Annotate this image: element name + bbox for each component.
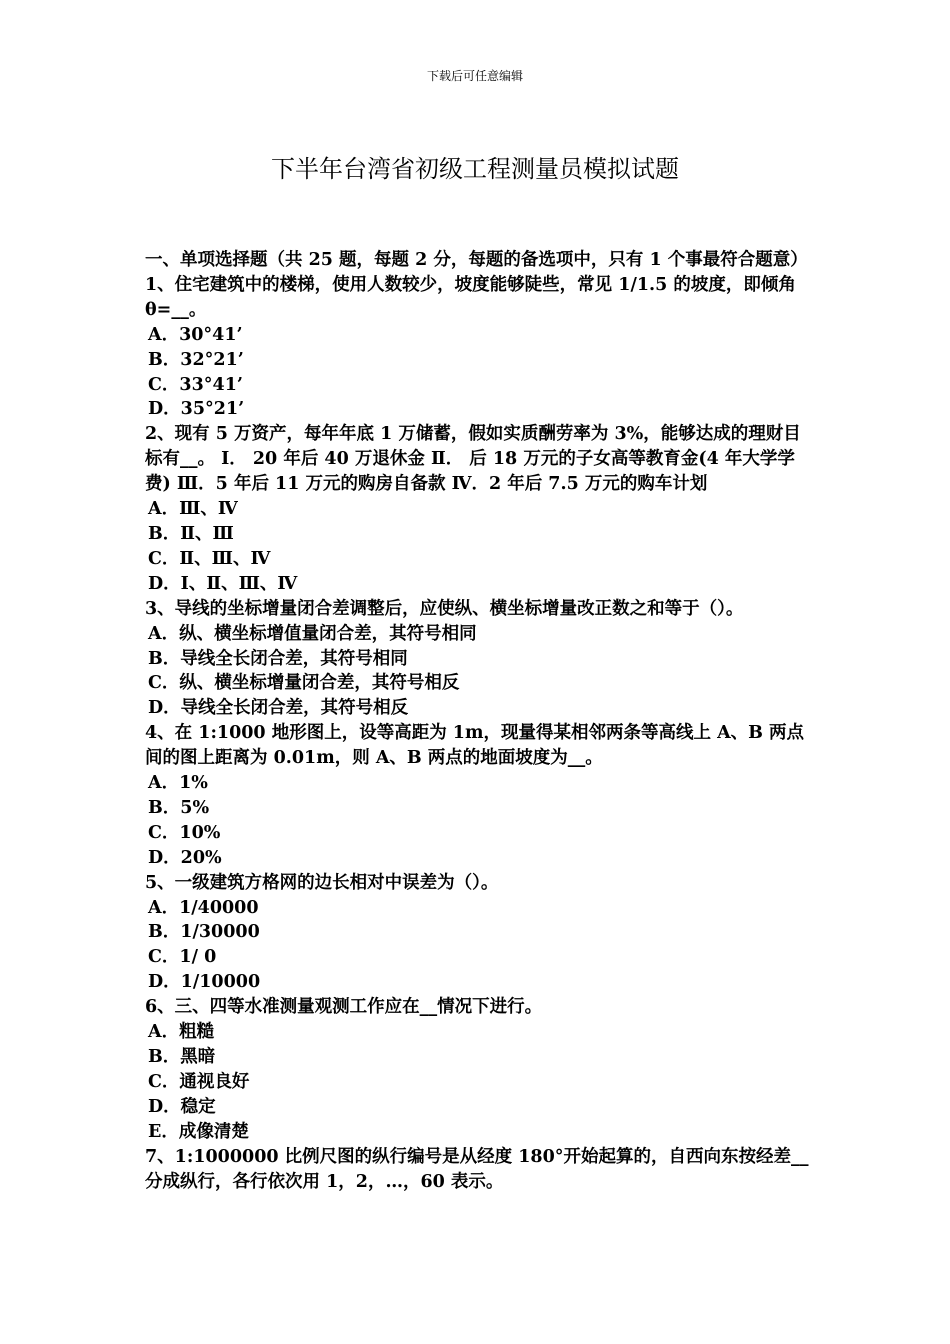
answer-option: B．1/30000 <box>148 922 260 943</box>
answer-option: C．Ⅱ、Ⅲ、Ⅳ <box>148 548 271 569</box>
answer-option: A．粗糙 <box>148 1022 215 1043</box>
answer-option: D．20% <box>148 847 222 868</box>
answer-option: A．30°41’ <box>148 324 243 345</box>
answer-option: B．导线全长闭合差，其符号相同 <box>148 648 408 669</box>
question-stem: 3、导线的坐标增量闭合差调整后，应使纵、横坐标增量改正数之和等于（）。 <box>145 598 744 619</box>
answer-option: E．成像清楚 <box>148 1121 249 1142</box>
answer-option: C．33°41’ <box>148 374 243 395</box>
question-stem: 4、在 1:1000 地形图上，设等高距为 1m，现量得某相邻两条等高线上 A、B 两点间的图上距离为 0.01m，则 A、B 两点的地面坡度为__。 <box>145 723 805 769</box>
answer-option: D．导线全长闭合差，其符号相反 <box>148 698 409 719</box>
answer-option: C．通视良好 <box>148 1071 250 1092</box>
answer-option: A．Ⅲ、Ⅳ <box>148 499 238 520</box>
answer-option: B．32°21’ <box>148 349 244 370</box>
answer-option: A．1% <box>148 773 208 794</box>
question-stem: 6、三、四等水准测量观测工作应在__情况下进行。 <box>145 997 543 1018</box>
answer-option: D．35°21’ <box>148 399 245 420</box>
document-title: 下半年台湾省初级工程测量员模拟试题 <box>271 155 679 183</box>
answer-option: D．Ⅰ、Ⅱ、Ⅲ、Ⅳ <box>148 573 298 594</box>
answer-option: A．纵、横坐标增值量闭合差，其符号相同 <box>148 623 477 644</box>
answer-option: B．5% <box>148 797 210 818</box>
answer-option: D．稳定 <box>148 1096 216 1117</box>
answer-option: A．1/40000 <box>148 897 259 918</box>
answer-option: C．10% <box>148 822 221 843</box>
header-note: 下载后可任意编辑 <box>426 69 523 83</box>
answer-option: B．Ⅱ、Ⅲ <box>148 523 234 544</box>
question-list <box>145 248 809 1194</box>
question-stem: 5、一级建筑方格网的边长相对中误差为（）。 <box>145 872 499 893</box>
question-stem: 7、1:1000000 比例尺图的纵行编号是从经度 180°开始起算的，自西向东按经差__分成纵行，各行依次用 1，2，…，60 表示。 <box>145 1146 809 1192</box>
question-stem: 2、现有 5 万资产，每年年底 1 万储蓄，假如实质酬劳率为 3%，能够达成的理财目标有__。 Ⅰ． 20 年后 40 万退休金 Ⅱ． 后 18 万元的子女高等教育金(4 年大学学费) Ⅲ．5 年后 11 万元的购房自备款 Ⅳ．2 年后 7.5 万元的购车计划 <box>145 424 801 495</box>
answer-option: C．纵、横坐标增量闭合差，其符号相反 <box>148 673 460 694</box>
answer-option: B．黑暗 <box>148 1047 216 1067</box>
question-stem: 1、住宅建筑中的楼梯，使用人数较少，坡度能够陡些，常见 1/1.5 的坡度，即倾角 θ=__。 <box>145 274 796 320</box>
section-heading: 一、单项选择题（共 25 题，每题 2 分，每题的备选项中，只有 1 个事最符合题意） <box>145 250 808 270</box>
answer-option: D．1/10000 <box>148 972 261 993</box>
answer-option: C．1/ 0 <box>148 947 217 968</box>
